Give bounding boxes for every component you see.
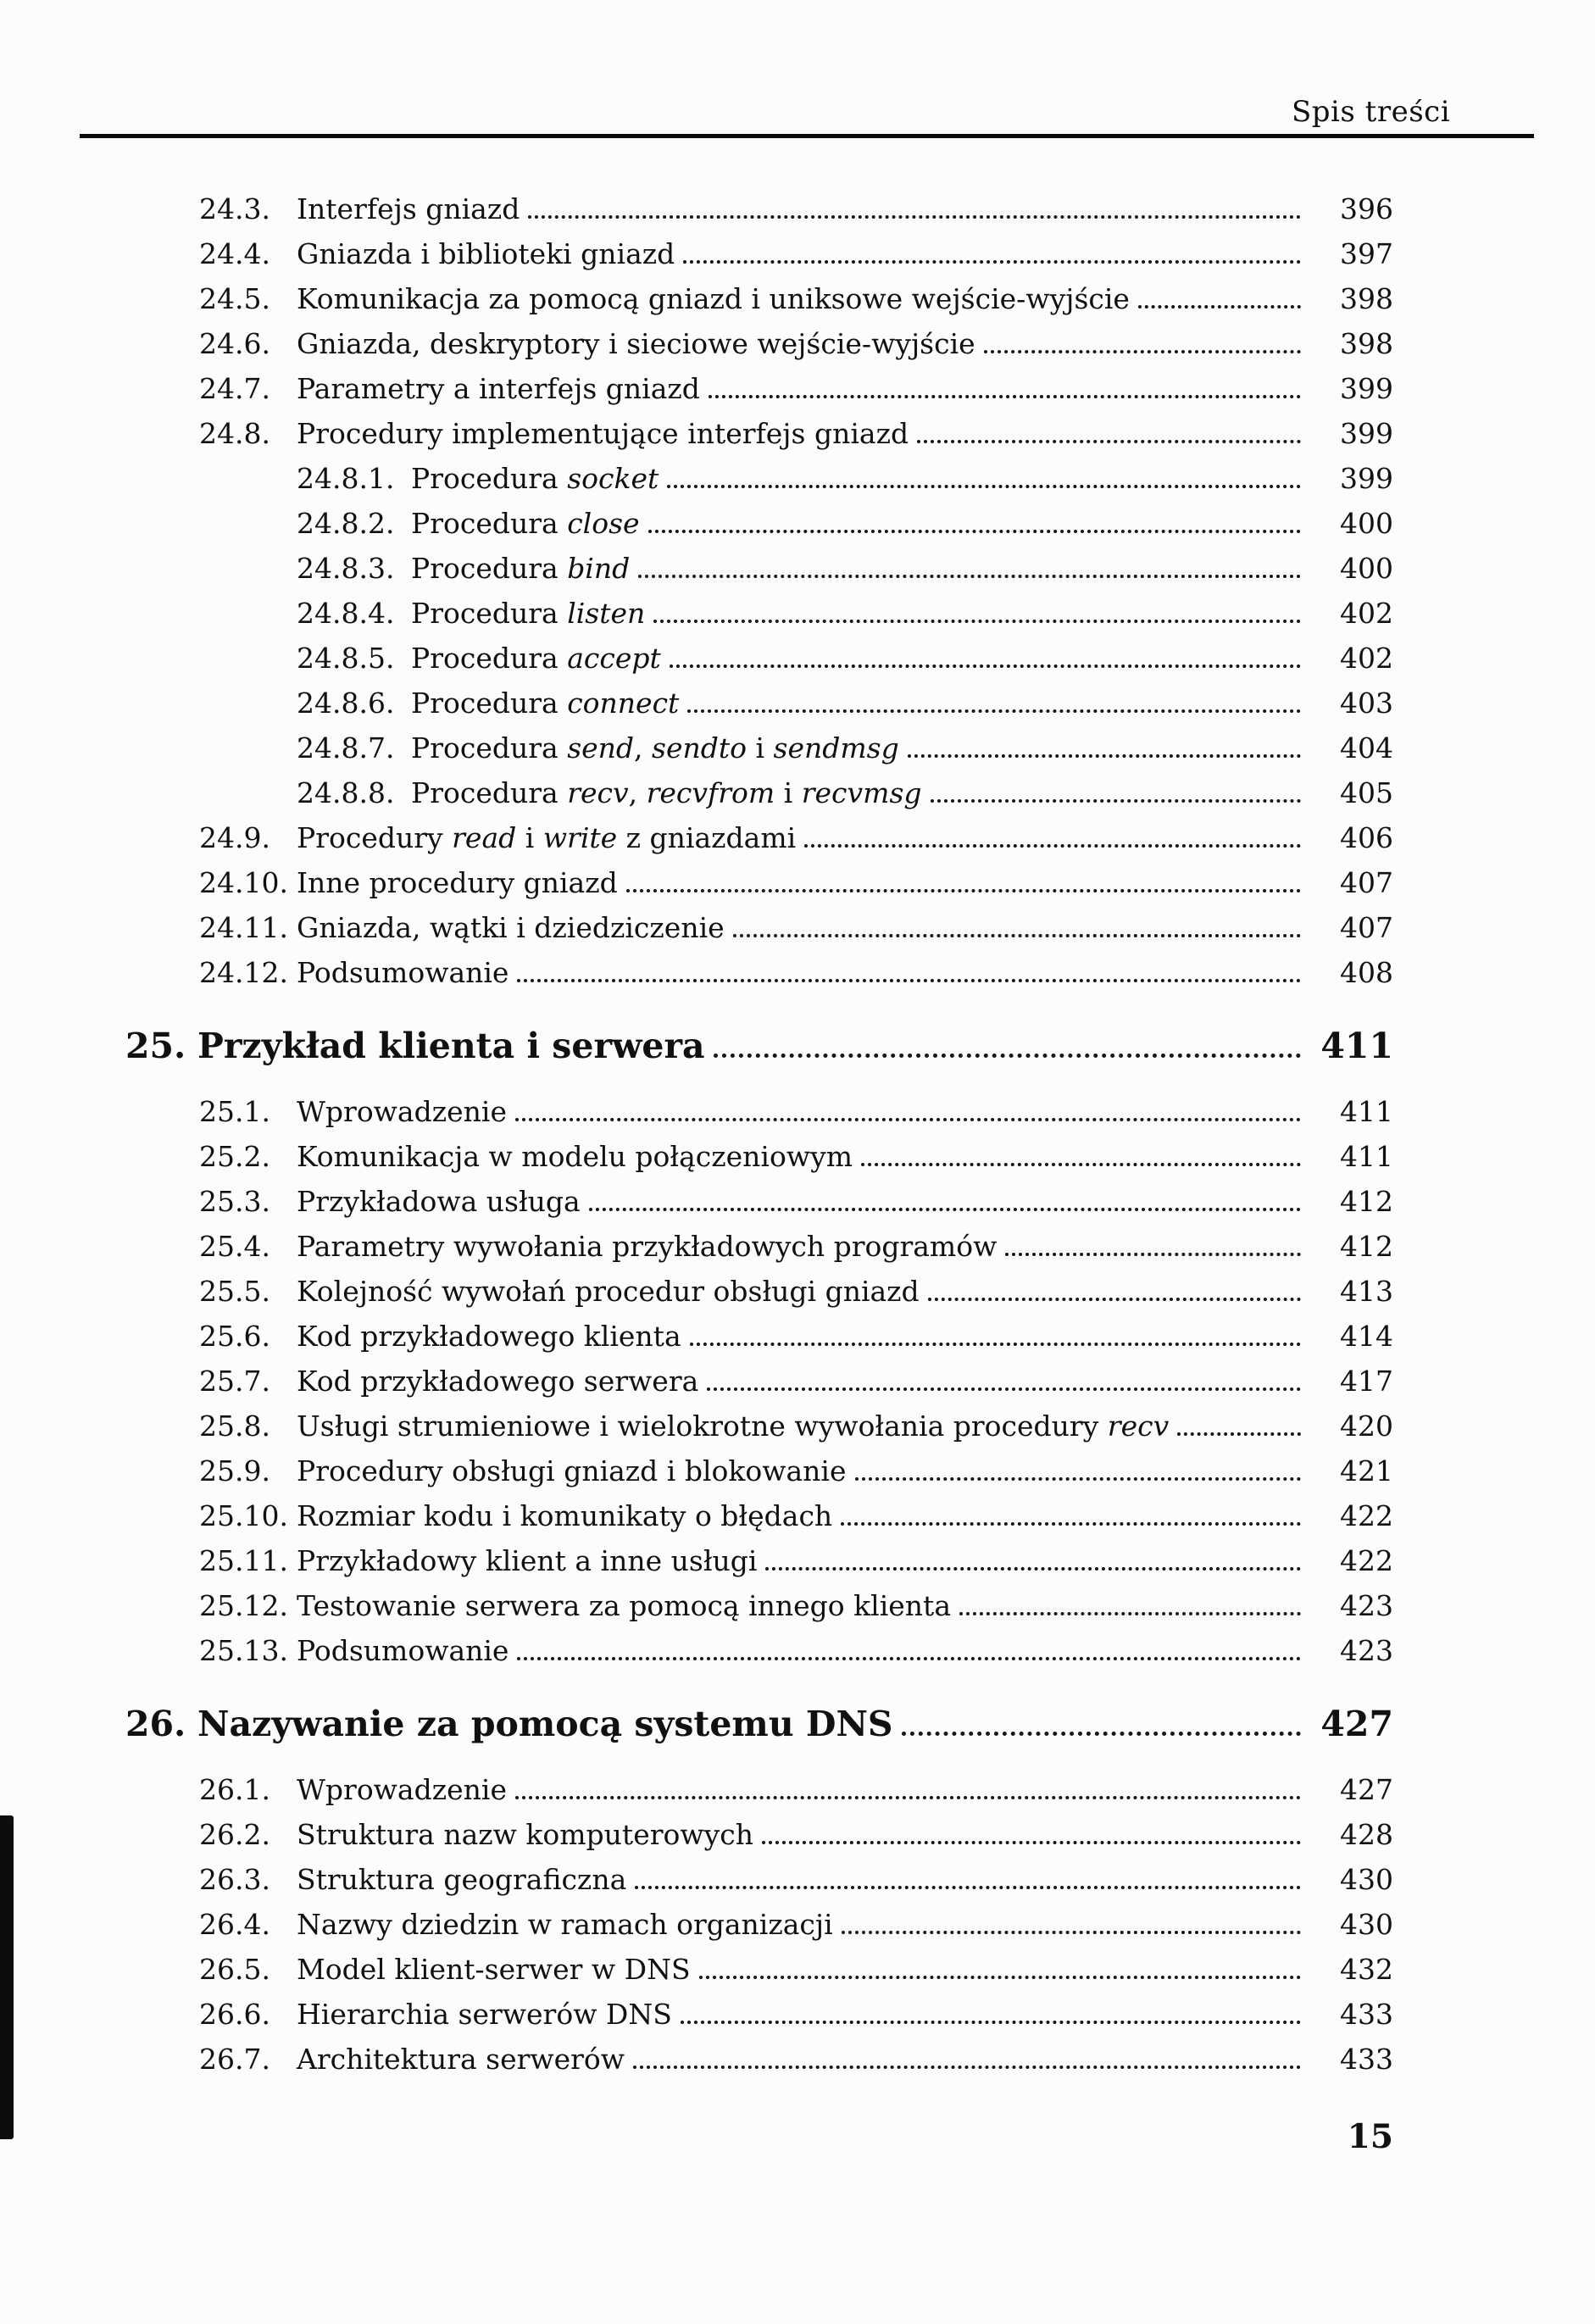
entry-number: 24.8.6. [297,687,395,720]
entry-title: Nazwy dziedzin w ramach organizacji [297,1908,833,1941]
entry-page: 399 [1340,462,1393,495]
entry-title: Parametry a interfejs gniazd [297,372,700,405]
toc-entry-row [0,546,1393,591]
entry-title: Architektura serwerów [297,2043,625,2076]
dot-leader [638,575,1301,578]
entry-title: Inne procedury gniazd [297,866,618,899]
entry-title: Komunikacja w modelu połączeniowym [297,1140,853,1173]
entry-page: 404 [1340,731,1393,764]
entry-number: 25.1. [199,1095,270,1128]
entry-page: 433 [1340,2043,1393,2076]
entry-number: 25.7. [199,1365,270,1398]
toc-entry-row [0,1359,1393,1404]
entry-title: Rozmiar kodu i komunikaty o błędach [297,1499,833,1532]
dot-leader [528,215,1301,219]
dot-leader [842,1931,1301,1934]
toc-entry-row [0,1448,1393,1493]
toc-entry-row [0,1902,1393,1947]
entry-number: 24.8.7. [297,731,395,764]
toc-entry-row [0,366,1393,411]
entry-number: 24.8. [199,417,270,450]
toc-chapter-row [0,1698,1393,1750]
entry-number: 24.6. [199,327,270,360]
entry-number: 25.9. [199,1454,270,1487]
entry-number: 25.5. [199,1275,270,1308]
dot-leader [959,1612,1301,1615]
dot-leader [687,709,1301,713]
dot-leader [908,754,1301,758]
dot-leader [1138,305,1301,309]
toc-entry-row [0,681,1393,726]
entry-page: 432 [1340,1953,1393,1986]
entry-number: 25.11. [199,1544,288,1577]
entry-number: 24.4. [199,237,270,270]
dot-leader [1005,1253,1301,1256]
entry-page: 412 [1340,1230,1393,1263]
dot-leader [690,1343,1301,1346]
toc-entry-row [0,411,1393,456]
toc-entry-row [0,1583,1393,1628]
toc [0,186,1595,2082]
toc-entry-row [0,1089,1393,1134]
entry-title: Kolejność wywołań procedur obsługi gniazd [297,1275,920,1308]
dot-leader [626,889,1301,892]
entry-number: 24.9. [199,821,270,854]
entry-title: Procedura listen [411,597,646,630]
entry-page: 422 [1340,1499,1393,1532]
toc-entry-row [0,1767,1393,1812]
entry-number: 24.7. [199,372,270,405]
toc-entry-row [0,1314,1393,1359]
dot-leader [589,1208,1301,1211]
entry-title: Kod przykładowego klienta [297,1320,681,1353]
entry-number: 26.2. [199,1818,270,1851]
entry-number: 24.8.8. [297,776,395,809]
dot-leader [517,1657,1301,1660]
toc-entry-row [0,1947,1393,1992]
toc-entry-row [0,231,1393,276]
entry-title: Wprowadzenie [297,1095,507,1128]
dot-leader [902,1732,1301,1736]
entry-number: 26.3. [199,1863,270,1896]
scan-artifact [0,1815,14,2139]
entry-number: 24.3. [199,192,270,225]
entry-page: 428 [1340,1818,1393,1851]
entry-page: 411 [1340,1140,1393,1173]
entry-number: 24.8.5. [297,642,395,675]
entry-title: Model klient-serwer w DNS [297,1953,691,1986]
page-number: 15 [1347,2117,1393,2156]
entry-page: 407 [1340,866,1393,899]
entry-title: Przykładowy klient a inne usługi [297,1544,758,1577]
entry-page: 405 [1340,776,1393,809]
dot-leader [917,440,1301,443]
header-rule [80,134,1534,138]
entry-title: Struktura nazw komputerowych [297,1818,753,1851]
entry-title: Testowanie serwera za pomocą innego klienta [297,1589,951,1622]
dot-leader [681,2021,1301,2024]
dot-leader [635,1886,1301,1889]
dot-leader [709,395,1301,398]
toc-entry-row [0,321,1393,366]
running-header-title: Spis treści [1292,95,1451,129]
entry-page: 396 [1340,192,1393,225]
dot-leader [517,979,1301,982]
dot-leader [984,350,1301,353]
entry-title: Procedury implementujące interfejs gniazd [297,417,909,450]
toc-entry-row [0,860,1393,905]
entry-number: 25.4. [199,1230,270,1263]
entry-title: Gniazda, wątki i dziedziczenie [297,911,725,944]
entry-number: 25.10. [199,1499,288,1532]
entry-number: 24.5. [199,282,270,315]
entry-number: 24.10. [199,866,288,899]
entry-page: 423 [1340,1589,1393,1622]
dot-leader [733,934,1301,937]
entry-number: 25.2. [199,1140,270,1173]
dot-leader [861,1163,1301,1166]
entry-page: 422 [1340,1544,1393,1577]
entry-title: Procedura close [411,507,640,540]
entry-number: 26.1. [199,1773,270,1806]
entry-title: Podsumowanie [297,956,509,989]
entry-page: 417 [1340,1365,1393,1398]
dot-leader [707,1387,1301,1391]
entry-page: 433 [1340,1998,1393,2031]
toc-entry-row [0,1134,1393,1179]
entry-page: 406 [1340,821,1393,854]
entry-title: Procedura connect [411,687,680,720]
dot-leader [683,260,1301,264]
entry-page: 407 [1340,911,1393,944]
entry-page: 430 [1340,1863,1393,1896]
entry-page: 421 [1340,1454,1393,1487]
dot-leader [928,1298,1301,1301]
entry-title: Gniazda, deskryptory i sieciowe wejście-wyjście [297,327,975,360]
entry-title: Struktura geograficzna [297,1863,627,1896]
entry-number: 25.12. [199,1589,288,1622]
chapter-number: 26. [125,1704,186,1744]
entry-number: 24.8.3. [297,552,395,585]
toc-entry-row [0,1538,1393,1583]
entry-number: 24.11. [199,911,288,944]
entry-page: 403 [1340,687,1393,720]
entry-title: Procedura accept [411,642,661,675]
entry-title: Procedury obsługi gniazd i blokowanie [297,1454,847,1487]
toc-entry-row [0,815,1393,860]
toc-entry-row [0,636,1393,681]
entry-number: 24.12. [199,956,288,989]
entry-page: 397 [1340,237,1393,270]
entry-number: 24.8.2. [297,507,395,540]
entry-title: Parametry wywołania przykładowych programów [297,1230,998,1263]
entry-title: Procedura recv, recvfrom i recvmsg [411,776,922,809]
toc-entry-row [0,591,1393,636]
dot-leader [653,620,1301,623]
chapter-number: 25. [125,1026,186,1066]
dot-leader [515,1796,1301,1799]
entry-number: 26.7. [199,2043,270,2076]
toc-entry-row [0,456,1393,501]
entry-title: Interfejs gniazd [297,192,520,225]
dot-leader [699,1976,1301,1979]
entry-page: 427 [1320,1704,1393,1744]
toc-chapter-row [0,1020,1393,1072]
entry-number: 24.8.1. [297,462,395,495]
entry-page: 420 [1340,1409,1393,1443]
entry-title: Gniazda i biblioteki gniazd [297,237,675,270]
toc-entry-row [0,950,1393,995]
toc-entry-row [0,1269,1393,1314]
entry-title: Usługi strumieniowe i wielokrotne wywołania procedury recv [297,1409,1170,1443]
toc-entry-row [0,770,1393,815]
dot-leader [633,2065,1301,2069]
dot-leader [841,1522,1301,1526]
dot-leader [1177,1432,1301,1436]
entry-title: Wprowadzenie [297,1773,507,1806]
toc-entry-row [0,2037,1393,2082]
toc-entry-row [0,1992,1393,2037]
entry-number: 26.6. [199,1998,270,2031]
entry-page: 402 [1340,642,1393,675]
dot-leader [515,1118,1301,1121]
entry-page: 427 [1340,1773,1393,1806]
entry-page: 399 [1340,372,1393,405]
entry-page: 412 [1340,1185,1393,1218]
entry-page: 423 [1340,1634,1393,1667]
toc-entry-row [0,276,1393,321]
entry-title: Procedura bind [411,552,631,585]
dot-leader [648,530,1301,533]
toc-entry-row [0,726,1393,770]
entry-number: 25.8. [199,1409,270,1443]
dot-leader [804,844,1301,848]
toc-entry-row [0,1179,1393,1224]
toc-entry-row [0,1857,1393,1902]
entry-title: Procedura socket [411,462,659,495]
dot-leader [931,799,1301,803]
toc-entry-row [0,1404,1393,1448]
entry-number: 25.6. [199,1320,270,1353]
entry-title: Hierarchia serwerów DNS [297,1998,672,2031]
entry-page: 413 [1340,1275,1393,1308]
toc-entry-row [0,1224,1393,1269]
entry-title: Przykładowa usługa [297,1185,581,1218]
entry-page: 402 [1340,597,1393,630]
toc-entry-row [0,501,1393,546]
entry-page: 430 [1340,1908,1393,1941]
entry-title: Procedura send, sendto i sendmsg [411,731,899,764]
chapter-title: Przykład klienta i serwera [197,1026,705,1066]
entry-number: 26.5. [199,1953,270,1986]
entry-number: 25.3. [199,1185,270,1218]
entry-number: 24.8.4. [297,597,395,630]
dot-leader [714,1054,1301,1058]
entry-page: 411 [1320,1026,1393,1066]
dot-leader [765,1567,1301,1571]
entry-number: 25.13. [199,1634,288,1667]
entry-page: 400 [1340,552,1393,585]
dot-leader [855,1477,1301,1481]
toc-entry-row [0,1493,1393,1538]
entry-page: 400 [1340,507,1393,540]
entry-page: 411 [1340,1095,1393,1128]
entry-page: 398 [1340,282,1393,315]
dot-leader [670,664,1301,668]
toc-entry-row [0,1628,1393,1673]
chapter-title: Nazywanie za pomocą systemu DNS [197,1704,893,1744]
entry-title: Kod przykładowego serwera [297,1365,699,1398]
entry-number: 26.4. [199,1908,270,1941]
entry-title: Komunikacja za pomocą gniazd i uniksowe wejście-wyjście [297,282,1130,315]
toc-entry-row [0,905,1393,950]
entry-page: 408 [1340,956,1393,989]
dot-leader [762,1841,1301,1844]
entry-page: 398 [1340,327,1393,360]
entry-page: 414 [1340,1320,1393,1353]
toc-entry-row [0,1812,1393,1857]
entry-page: 399 [1340,417,1393,450]
dot-leader [667,485,1301,488]
entry-title: Podsumowanie [297,1634,509,1667]
toc-entry-row [0,186,1393,231]
entry-title: Procedury read i write z gniazdami [297,821,797,854]
